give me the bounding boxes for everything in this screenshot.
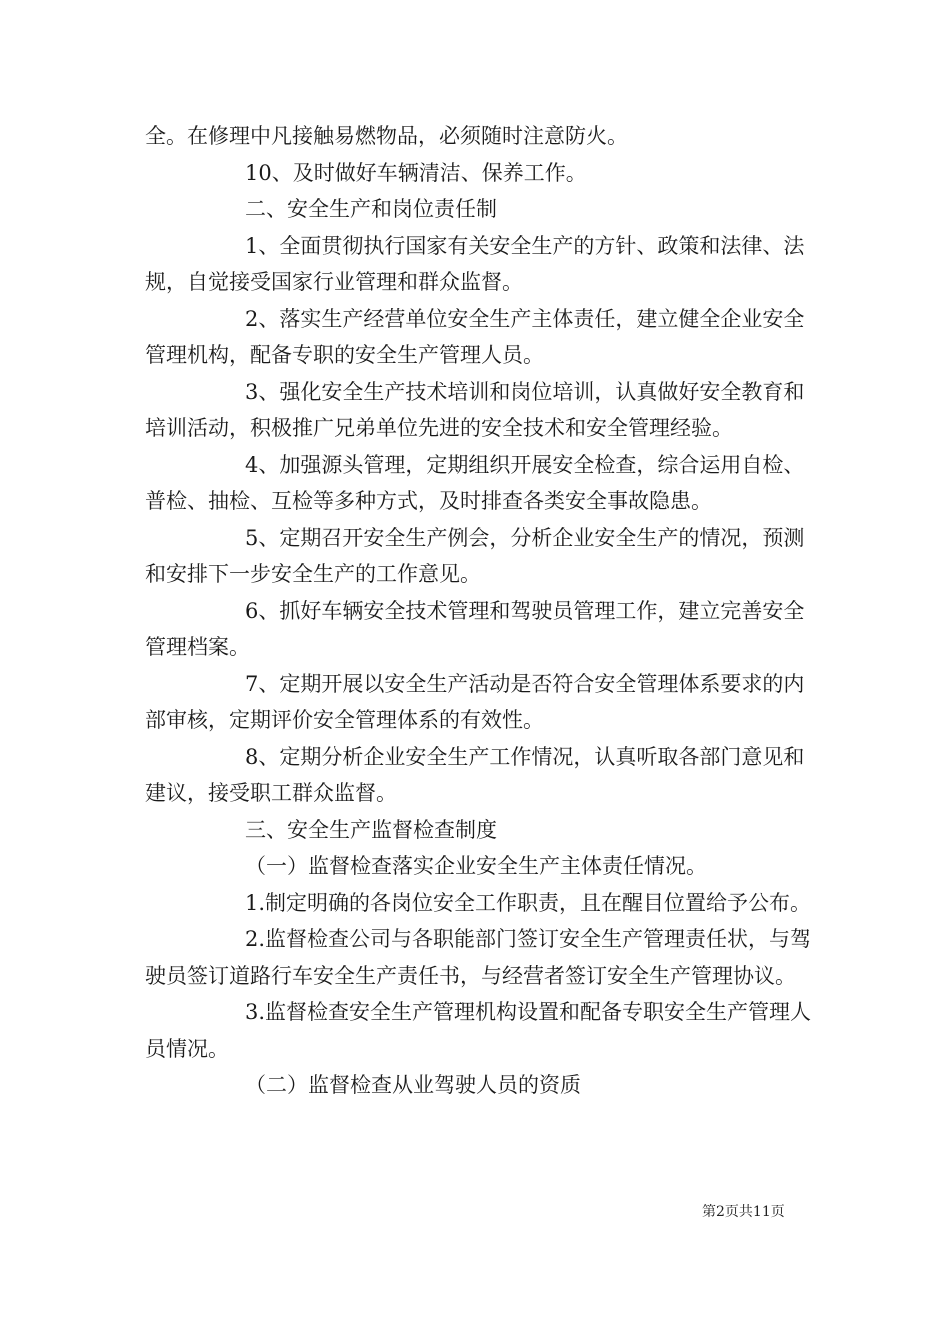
paragraph-item-6: 6、抓好车辆安全技术管理和驾驶员管理工作，建立完善安全管理档案。 [145,598,805,659]
subsection-heading-1: （一）监督检查落实企业安全生产主体责任情况。 [245,854,707,878]
paragraph-continuation: 全。在修理中凡接触易燃物品，必须随时注意防火。 [145,124,628,148]
page-number-footer: 第2页共11页 [702,1204,785,1220]
document-body [145,118,825,1104]
paragraph-item-5: 5、定期召开安全生产例会，分析企业安全生产的情况，预测和安排下一步安全生产的工作意见。 [145,525,805,586]
paragraph-item-2: 2、落实生产经营单位安全生产主体责任，建立健全企业安全管理机构，配备专职的安全生产管理人员。 [145,306,805,367]
paragraph-subitem-1: 1.制定明确的各岗位安全工作职责，且在醒目位置给予公布。 [245,890,812,915]
paragraph-item-8: 8、定期分析企业安全生产工作情况，认真听取各部门意见和建议，接受职工群众监督。 [145,744,805,805]
paragraph-item-3: 3、强化安全生产技术培训和岗位培训，认真做好安全教育和培训活动，积极推广兄弟单位先进的安全技术和安全管理经验。 [145,379,805,440]
paragraph-subitem-2: 2.监督检查公司与各职能部门签订安全生产管理责任状，与驾驶员签订道路行车安全生产责任书，与经营者签订安全生产管理协议。 [145,927,812,988]
paragraph-item-7: 7、定期开展以安全生产活动是否符合安全管理体系要求的内部审核，定期评价安全管理体系的有效性。 [145,671,805,732]
paragraph-item-10: 10、及时做好车辆清洁、保养工作。 [245,160,587,185]
paragraph-subitem-3: 3.监督检查安全生产管理机构设置和配备专职安全生产管理人员情况。 [145,1000,812,1061]
section-heading-3: 三、安全生产监督检查制度 [245,817,497,842]
paragraph-item-4: 4、加强源头管理，定期组织开展安全检查，综合运用自检、普检、抽检、互检等多种方式，及时排查各类安全事故隐患。 [145,452,805,513]
paragraph-item-1: 1、全面贯彻执行国家有关安全生产的方针、政策和法律、法规，自觉接受国家行业管理和群众监督。 [145,233,805,294]
section-heading-2: 二、安全生产和岗位责任制 [245,197,497,221]
subsection-heading-2: （二）监督检查从业驾驶人员的资质 [245,1073,581,1097]
